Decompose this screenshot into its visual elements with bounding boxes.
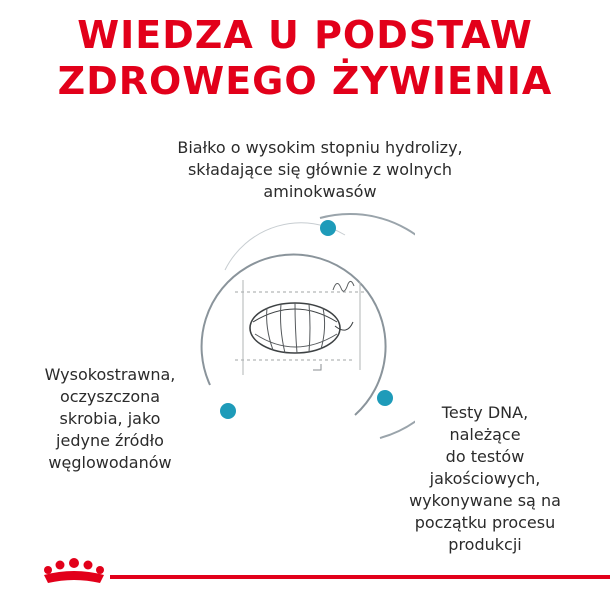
inner-ring-arc xyxy=(202,255,386,415)
kibble-sketch-icon xyxy=(235,280,365,375)
callout-line: Wysokostrawna, xyxy=(44,365,176,384)
callout-line: Białko o wysokim stopniu hydrolizy, xyxy=(177,138,463,157)
page-title xyxy=(0,12,610,104)
title-line-1: WIEDZA U PODSTAW xyxy=(77,13,533,57)
callout-left-starch xyxy=(20,364,200,474)
teal-dot-icon xyxy=(220,403,236,419)
callout-line: oczyszczona xyxy=(59,387,161,406)
callout-line: węglowodanów xyxy=(48,453,172,472)
callout-line: początku procesu xyxy=(414,513,556,532)
footer-red-line xyxy=(110,575,610,579)
callout-line: do testów xyxy=(445,447,525,466)
kibble-diagram xyxy=(195,210,415,450)
footer-brand xyxy=(0,553,610,603)
callout-line: Testy DNA, xyxy=(441,403,529,422)
outer-ring-arc xyxy=(320,214,415,438)
callout-line: wykonywane są na xyxy=(409,491,561,510)
callout-top-protein xyxy=(150,137,490,203)
callout-line: skrobia, jako xyxy=(59,409,161,428)
callout-line: aminokwasów xyxy=(263,182,377,201)
callout-line: jedyne źródło xyxy=(56,431,164,450)
title-line-2: ZDROWEGO ŻYWIENIA xyxy=(57,59,553,103)
teal-dot-icon xyxy=(377,390,393,406)
teal-dot-icon xyxy=(320,220,336,236)
callout-line: produkcji xyxy=(448,535,522,554)
callout-line: należące xyxy=(449,425,521,444)
callout-line: jakościowych, xyxy=(429,469,541,488)
callout-line: składające się głównie z wolnych xyxy=(187,160,453,179)
crown-logo-icon xyxy=(44,558,104,583)
